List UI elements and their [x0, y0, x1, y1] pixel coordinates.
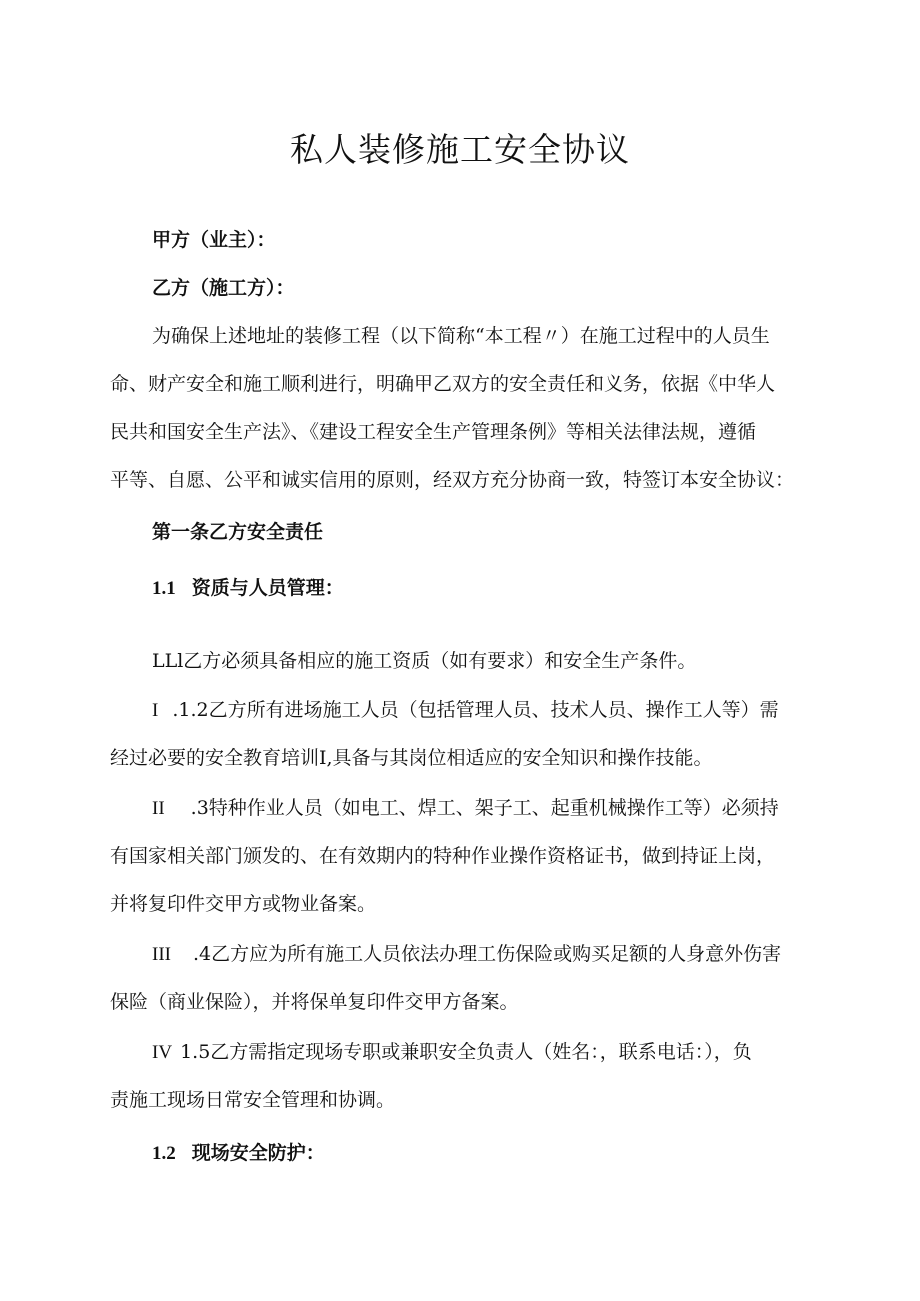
item-iii-line-2: 保险（商业保险），并将保单复印件交甲方备案。 [110, 991, 519, 1013]
party-a-label: 甲方（业主）： [152, 229, 276, 251]
section-1-2-heading [152, 1140, 325, 1167]
item-ii-line-2: 有国家相关部门颁发的、在有效期内的特种作业操作资格证书，做到持证上岗， [110, 845, 776, 867]
item-iii-marker: III [152, 944, 171, 965]
item-iv-line-1 [152, 1039, 752, 1066]
item-iii-text: .4乙方应为所有施工人员依法办理工伤保险或购买足额的人身意外伤害 [192, 943, 782, 965]
article-1-heading: 第一条乙方安全责任 [152, 521, 324, 543]
item-iii-line-1 [152, 941, 781, 968]
item-i-text: .1.2乙方所有进场施工人员（包括管理人员、技术人员、操作工人等）需 [172, 699, 779, 721]
section-1-1-heading [152, 575, 344, 602]
item-i-marker: I [152, 700, 159, 721]
preamble-line-4: 平等、自愿、公平和诚实信用的原则，经双方充分协商一致，特签订本安全协议： [110, 469, 795, 491]
item-ii-line-3: 并将复印件交甲方或物业备案。 [110, 893, 377, 915]
section-1-1-label: 资质与人员管理： [191, 577, 344, 599]
section-1-1-number: 1.1 [152, 578, 176, 599]
item-i-line-1 [152, 697, 779, 724]
preamble-line-1: 为确保上述地址的装修工程（以下简称“本工程〃）在施工过程中的人员生 [152, 325, 770, 347]
item-ii-marker: II [152, 798, 165, 819]
party-b-label: 乙方（施工方）： [152, 277, 295, 299]
item-iv-text: 1.5乙方需指定现场专职或兼职安全负责人（姓名：，联系电话：），负 [180, 1041, 752, 1063]
section-1-2-number: 1.2 [152, 1143, 176, 1164]
item-lll: LLl乙方必须具备相应的施工资质（如有要求）和安全生产条件。 [152, 650, 697, 672]
item-i-line-2: 经过必要的安全教育培训I,具备与其岗位相适应的安全知识和操作技能。 [110, 747, 713, 769]
preamble-line-3: 民共和国安全生产法》、《建设工程安全生产管理条例》等相关法律法规，遵循 [110, 421, 757, 443]
document-title: 私人装修施工安全协议 [290, 130, 630, 169]
preamble-line-2: 命、财产安全和施工顺利进行，明确甲乙双方的安全责任和义务，依据《中华人 [110, 373, 776, 395]
section-1-2-label: 现场安全防护： [191, 1142, 325, 1164]
item-iv-line-2: 责施工现场日常安全管理和协调。 [110, 1089, 396, 1111]
item-ii-line-1 [152, 795, 779, 822]
item-ii-text: .3特种作业人员（如电工、焊工、架子工、起重机械操作工等）必须持 [190, 797, 779, 819]
item-iv-marker: IV [152, 1042, 173, 1063]
